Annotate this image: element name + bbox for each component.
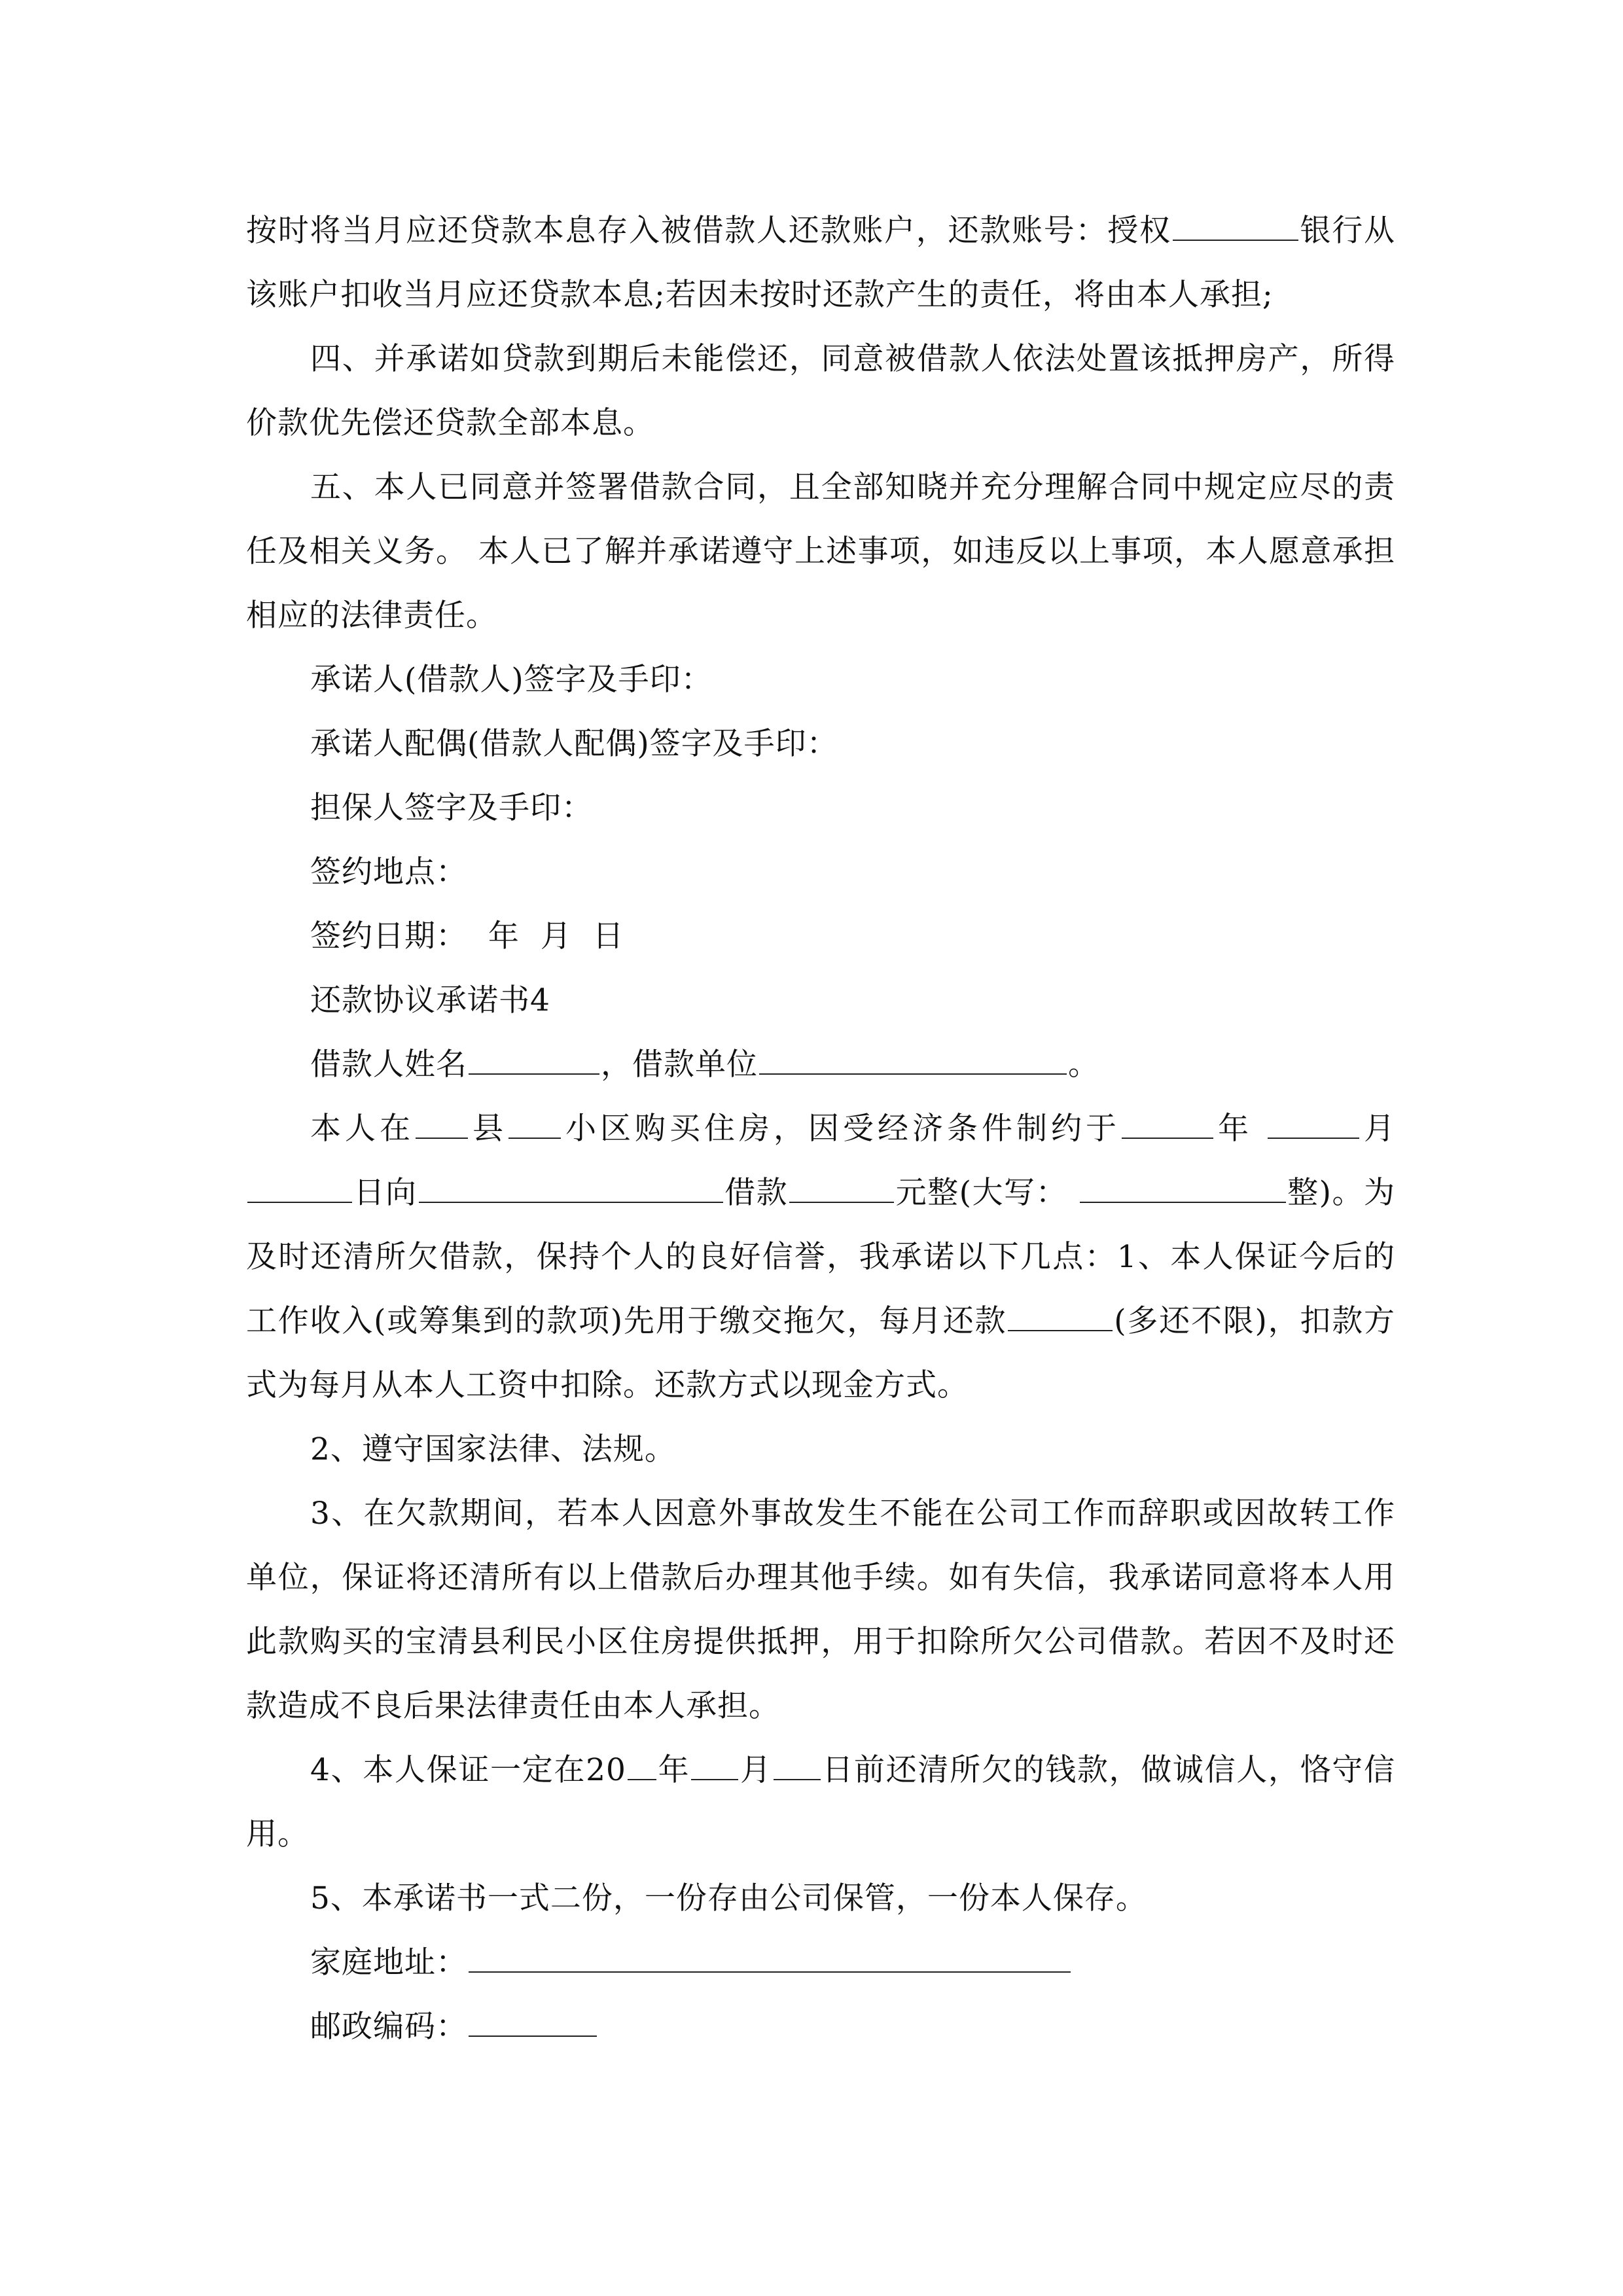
blank-home-address — [469, 1937, 1071, 1973]
text-loan-g: 借款 — [724, 1175, 789, 1211]
paragraph-clause-4: 四、并承诺如贷款到期后未能偿还，同意被借款人依法处置该抵押房产，所得价款优先偿还贷款全部本息。 — [246, 341, 1395, 441]
document-body — [246, 199, 1395, 2059]
text-loan-e: 月 — [1361, 1111, 1396, 1147]
text-loan-b: 县 — [469, 1111, 508, 1147]
blank-community — [508, 1103, 561, 1139]
text-loan-k: (多还不限)，扣款方式为每月从本人工资中扣除。还款方式以现金方式。 — [246, 1303, 1395, 1403]
postal-code-line — [246, 1995, 1395, 2059]
blank-borrower-unit — [759, 1039, 1067, 1075]
borrower-info-line — [246, 1033, 1395, 1097]
blank-bank-name — [1173, 206, 1298, 241]
signature-guarantor: 担保人签字及手印： — [310, 790, 593, 826]
home-address-line — [246, 1931, 1395, 1995]
text-item4-d: 日前还清所欠的钱款，做诚信人，恪守信用。 — [246, 1752, 1395, 1852]
text-item4-b: 年 — [657, 1752, 690, 1788]
text-item4-c: 月 — [740, 1752, 772, 1788]
text-borrower-end: 。 — [1068, 1047, 1099, 1083]
text-loan-h: 元整(大写： — [895, 1175, 1068, 1211]
item-3: 3、在欠款期间，若本人因意外事故发生不能在公司工作而辞职或因故转工作单位，保证将还清所有以上借款后办理其他手续。如有失信，我承诺同意将本人用此款购买的宝清县利民小区住房提供抵押，用于扣除所欠公司借款。若因不及时还款造成不良后果法律责任由本人承担。 — [246, 1496, 1395, 1724]
text-loan-c: 小区购买住房，因受经济条件制约于 — [562, 1111, 1121, 1147]
label-borrower-name: 借款人姓名 — [310, 1047, 467, 1083]
item-2: 2、遵守国家法律、法规。 — [310, 1431, 676, 1467]
label-postal-code: 邮政编码： — [310, 2009, 467, 2045]
signature-borrower: 承诺人(借款人)签字及手印： — [310, 662, 713, 698]
text-loan-j: 为及时还清所欠借款，保持个人的良好信誉，我承诺以下几点：1、本人保证今后的工作收入(或筹集到的款项)先用于缴交拖欠，每月还款 — [246, 1175, 1395, 1339]
blank-county — [416, 1103, 468, 1139]
blank-monthly-payment — [1008, 1296, 1113, 1331]
blank-month — [1268, 1103, 1359, 1139]
blank-borrower-name — [469, 1039, 599, 1075]
label-borrower-unit: ，借款单位 — [601, 1047, 758, 1083]
blank-lender — [419, 1168, 723, 1203]
paragraph-clause-5: 五、本人已同意并签署借款合同，且全部知晓并充分理解合同中规定应尽的责任及相关义务。 本人已了解并承诺遵守上述事项，如违反以上事项，本人愿意承担相应的法律责任。 — [246, 469, 1395, 634]
paragraph-loan-details — [246, 1097, 1395, 1418]
blank-year — [1122, 1103, 1213, 1139]
blank-amount — [789, 1168, 894, 1203]
text-loan-a: 本人在 — [310, 1111, 415, 1147]
blank-item4-year — [628, 1745, 656, 1780]
text-repayment-account-a: 按时将当月应还贷款本息存入被借款人还款账户，还款账号：授权 — [246, 213, 1171, 249]
text-repayment-account-b: 银行从该账户扣收当月应还贷款本息;若因未按时还款产生的责任，将由本人承担; — [246, 213, 1395, 313]
label-home-address: 家庭地址： — [310, 1945, 467, 1981]
paragraph-repayment-account — [246, 199, 1395, 327]
blank-item4-month — [691, 1745, 738, 1780]
signing-location: 签约地点： — [310, 854, 467, 890]
text-item4-a: 4、本人保证一定在20 — [310, 1752, 626, 1788]
blank-item4-day — [774, 1745, 821, 1780]
blank-postal-code — [469, 2001, 597, 2037]
signature-spouse: 承诺人配偶(借款人配偶)签字及手印： — [310, 726, 838, 762]
text-loan-i: 整)。 — [1287, 1175, 1364, 1211]
signing-date: 签约日期： 年 月 日 — [310, 918, 624, 954]
item-5: 5、本承诺书一式二份，一份存由公司保管，一份本人保存。 — [310, 1880, 1147, 1916]
blank-day — [247, 1168, 352, 1203]
text-loan-d: 年 — [1215, 1111, 1253, 1147]
blank-amount-words — [1080, 1168, 1286, 1203]
text-loan-f: 日向 — [353, 1175, 418, 1211]
section-title-4: 还款协议承诺书4 — [310, 982, 550, 1018]
item-4 — [246, 1738, 1395, 1867]
